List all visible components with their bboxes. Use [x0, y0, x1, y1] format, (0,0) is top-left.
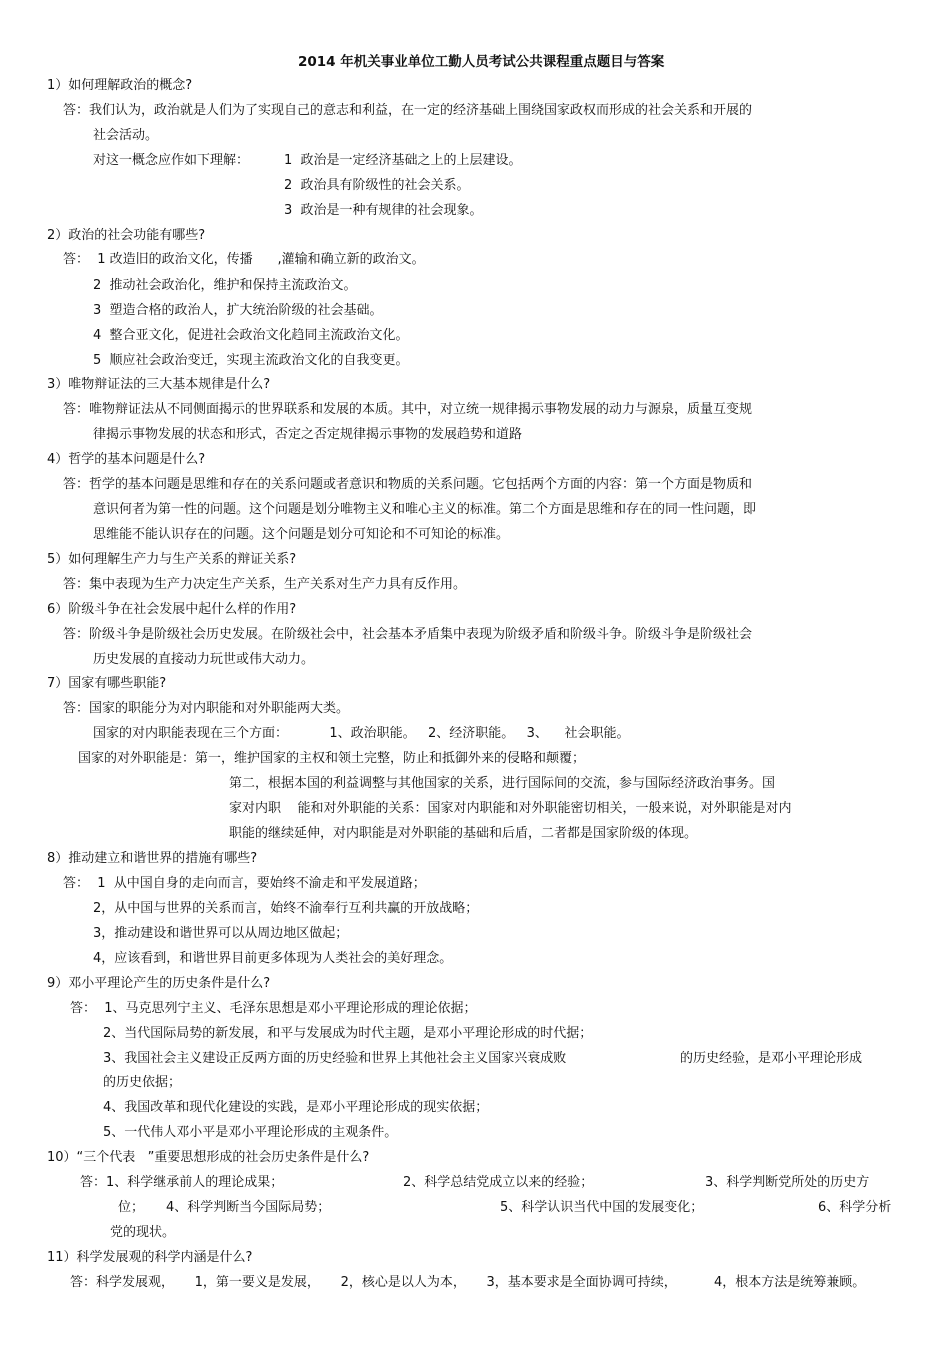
answer-7-line-3: 国家的对外职能是：第一，维护国家的主权和领土完整，防止和抵御外来的侵略和颠覆；: [78, 751, 586, 766]
question-1: 1）如何理解政治的概念?: [47, 78, 193, 93]
question-10: 10）“三个代表 ”重要思想形成的社会历史条件是什么?: [47, 1150, 370, 1165]
answer-2-line-4: 4 整合亚文化，促进社会政治文化趋同主流政治文化。: [93, 328, 409, 343]
answer-1-point-2: 2 政治具有阶级性的社会关系。: [284, 178, 470, 193]
answer-6-line-2: 历史发展的直接动力玩世或伟大动力。: [93, 652, 315, 667]
question-4: 4）哲学的基本问题是什么?: [47, 452, 206, 467]
answer-9-line-3-end: 的历史经验，是邓小平理论形成: [680, 1051, 863, 1066]
answer-4-line-3: 思维能不能认识存在的问题。这个问题是划分可知论和不可知论的标准。: [93, 527, 510, 542]
answer-1-line-1: 答：我们认为，政治就是人们为了实现自己的意志和利益，在一定的经济基础上围绕国家政权而形成的社会关系和开展的: [63, 103, 753, 118]
question-2: 2）政治的社会功能有哪些?: [47, 228, 206, 243]
answer-10-line-1b: 2、科学总结党成立以来的经验；: [403, 1175, 594, 1190]
question-11: 11）科学发展观的科学内涵是什么?: [47, 1250, 253, 1265]
question-7: 7）国家有哪些职能?: [47, 676, 167, 691]
answer-1-point-3: 3 政治是一种有规律的社会现象。: [284, 203, 483, 218]
answer-10-line-1a: 答：1、科学继承前人的理论成果；: [80, 1175, 284, 1190]
answer-2-line-1: 答： 1 改造旧的政治文化，传播 ,灌输和确立新的政治文。: [63, 252, 425, 267]
question-6: 6）阶级斗争在社会发展中起什么样的作用?: [47, 602, 297, 617]
answer-9-line-2: 2、当代国际局势的新发展，和平与发展成为时代主题，是邓小平理论形成的时代据；: [103, 1026, 593, 1041]
question-8: 8）推动建立和谐世界的措施有哪些?: [47, 851, 258, 866]
answer-9-line-6: 5、一代伟人邓小平是邓小平理论形成的主观条件。: [103, 1125, 398, 1140]
answer-10-line-3: 党的现状。: [110, 1225, 176, 1240]
answer-10-line-2c: 5、科学认识当代中国的发展变化；: [500, 1200, 704, 1215]
answer-8-line-2: 2，从中国与世界的关系而言，始终不渝奉行互利共赢的开放战略；: [93, 901, 479, 916]
answer-4-line-2: 意识何者为第一性的问题。这个问题是划分唯物主义和唯心主义的标准。第二个方面是思维和存在的同一性问题，即: [93, 502, 757, 517]
page-title: 2014 年机关事业单位工勤人员考试公共课程重点题目与答案: [298, 54, 665, 70]
answer-2-line-2: 2 推动社会政治化，维护和保持主流政治文。: [93, 278, 357, 293]
answer-2-line-3: 3 塑造合格的政治人，扩大统治阶级的社会基础。: [93, 303, 383, 318]
answer-9-line-5: 4、我国改革和现代化建设的实践，是邓小平理论形成的现实依据；: [103, 1100, 489, 1115]
answer-5-line-1: 答：集中表现为生产力决定生产关系，生产关系对生产力具有反作用。: [63, 577, 467, 592]
answer-3-line-1: 答：唯物辩证法从不同侧面揭示的世界联系和发展的本质。其中，对立统一规律揭示事物发展的动力与源泉，质量互变规: [63, 402, 753, 417]
answer-8-line-3: 3，推动建设和谐世界可以从周边地区做起；: [93, 926, 349, 941]
answer-4-line-1: 答：哲学的基本问题是思维和存在的关系问题或者意识和物质的关系问题。它包括两个方面的内容：第一个方面是物质和: [63, 477, 753, 492]
answer-7-line-1: 答：国家的职能分为对内职能和对外职能两大类。: [63, 701, 350, 716]
answer-6-line-1: 答：阶级斗争是阶级社会历史发展。在阶级社会中，社会基本矛盾集中表现为阶级矛盾和阶级斗争。阶级斗争是阶级社会: [63, 627, 753, 642]
answer-9-line-4: 的历史依据；: [103, 1075, 182, 1090]
answer-1-line-2: 社会活动。: [93, 128, 159, 143]
answer-10-line-2b: 4、科学判断当今国际局势；: [166, 1200, 331, 1215]
answer-7-line-4: 第二，根据本国的利益调整与其他国家的关系，进行国际间的交流，参与国际经济政治事务。国: [229, 776, 776, 791]
answer-3-line-2: 律揭示事物发展的状态和形式，否定之否定规律揭示事物的发展趋势和道路: [93, 427, 523, 442]
answer-7-line-5: 家对内职 能和对外职能的关系：国家对内职能和对外职能密切相关，一般来说，对外职能是对内: [229, 801, 792, 816]
question-3: 3）唯物辩证法的三大基本规律是什么?: [47, 377, 271, 392]
answer-7-line-6: 职能的继续延伸，对内职能是对外职能的基础和后盾，二者都是国家阶级的体现。: [229, 826, 698, 841]
question-5: 5）如何理解生产力与生产关系的辩证关系?: [47, 552, 297, 567]
answer-2-line-5: 5 顺应社会政治变迁，实现主流政治文化的自我变更。: [93, 353, 409, 368]
answer-7-line-2: 国家的对内职能表现在三个方面： 1、政治职能。 2、经济职能。 3、 社会职能。: [93, 726, 630, 741]
answer-8-line-1: 答： 1 从中国自身的走向而言，要始终不渝走和平发展道路；: [63, 876, 426, 891]
answer-1-line-3: 对这一概念应作如下理解：: [93, 153, 250, 168]
answer-9-line-3: 3、我国社会主义建设正反两方面的历史经验和世界上其他社会主义国家兴衰成败: [103, 1051, 567, 1066]
answer-10-line-2a: 位；: [118, 1200, 145, 1215]
answer-11-line-1: 答：科学发展观， 1，第一要义是发展， 2，核心是以人为本， 3，基本要求是全面协调可持续， 4，根本方法是统筹兼顾。: [70, 1275, 866, 1290]
answer-10-line-2d: 6、科学分析: [818, 1200, 892, 1215]
answer-8-line-4: 4，应该看到，和谐世界目前更多体现为人类社会的美好理念。: [93, 951, 453, 966]
answer-1-point-1: 1 政治是一定经济基础之上的上层建设。: [284, 153, 522, 168]
question-9: 9）邓小平理论产生的历史条件是什么?: [47, 976, 271, 991]
answer-10-line-1c: 3、科学判断党所处的历史方: [705, 1175, 870, 1190]
answer-9-line-1: 答： 1、马克思列宁主义、毛泽东思想是邓小平理论形成的理论依据；: [70, 1001, 477, 1016]
